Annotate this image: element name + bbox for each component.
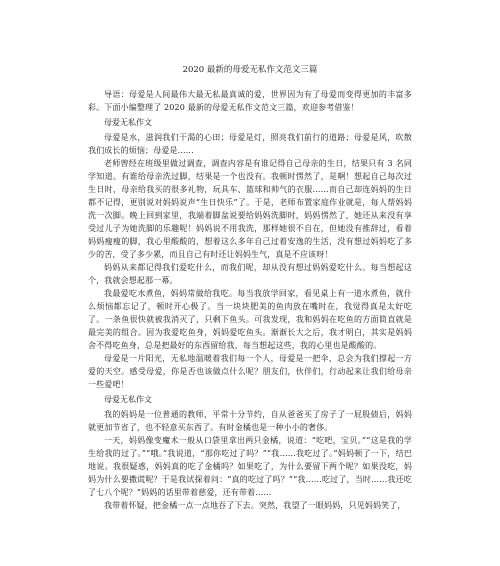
document-title: 2020 最新的母爱无私作文范文三篇 (182, 65, 318, 75)
essay-paragraph: 我最爱吃水煮鱼，妈妈常做给我吃。每当我放学回家，看见桌上有一道水煮鱼，就什么烦恼都忘记了，顿时开心极了。当一块块肥美的鱼肉放在嘴时在，我觉得真是太好吃了。一条鱼很快就被我消灭了，只剩下鱼头。可我发现，我和妈妈在吃鱼的方面简直就是最完美的组合。因为我爱吃鱼身，妈妈爱吃鱼头。渐渐长大之后，我才明白，其实是妈妈舍不得吃鱼身，总是把最好的东西留给我，每当想起这些，我的心里也是酸酸的。 (88, 289, 412, 350)
essay-heading: 母爱无私作文 (104, 118, 152, 127)
essay-heading: 母爱无私作文 (104, 395, 152, 404)
essay-paragraph: 我带着怀疑，把金橘一点一点地吞了下去。突然，我望了一眼妈妈，只见妈妈笑了， (104, 501, 406, 510)
intro-paragraph: 导语：母爱是人间最伟大最无私最真诚的爱，世界因为有了母爱而变得更加的丰富多彩。下面小编整理了 2020 最新的母爱无私作文范文三篇，欢迎参考借鉴！ (88, 90, 412, 112)
essay-paragraph: 母爱是一片阳光，无私地温暖着我们每一个人，母爱是一把伞，总会为我们撑起一方爱的天空。感受母爱，你是否也该做点什么呢？朋友们，伙伴们，行动起来让我们给母亲一些爱吧！ (88, 354, 412, 389)
essay-paragraph: 妈妈从来都记得我们爱吃什么，而我们呢，却从没有想过妈妈爱吃什么。每当想起这个，我就会想起那一幕。 (88, 263, 412, 285)
essay-paragraph: 母爱是水，滋润我们干渴的心田；母爱是灯，照亮我们前行的道路；母爱是风，吹散我们成长的烦恼；母爱是...... (88, 133, 412, 155)
essay-paragraph: 一天，妈妈像变魔术一般从口袋里拿出两只金橘，说道：“吃吧，宝贝。”“这是我的学生给我的过了。”“哦。”我说道，“那你吃过了吗？”“我……我吃过了。”妈妈顿了一下，结巴地说。我很疑惑，妈妈真的吃了金橘吗？如果吃了，为什么要留下两个呢？如果没吃，妈妈为什么要撒谎呢？于是我试探着问：“真的吃过了吗？”“我……吃过了，当时……我还吃了七八个呢？”妈妈的话里带着慈爱，还有带着…… (88, 436, 412, 497)
essay-paragraph: 老师曾经在班级里做过调查，调查内容是有谁记得自己母亲的生日，结果只有 3 名同学知道。有谁给母亲洗过脚，结果是一个也没有。我顿时愣然了，是啊！想起自己每次过生日时，母亲给我买的很多礼物，玩具车、篮球和帅气的衣服……而自己却连妈妈的生日都不记得，更别说对妈妈说声“生日快乐”了。于是，老师布置家庭作业就是，每人帮妈妈洗一次脚。晚上回到家里，我端着脚盆说要给妈妈洗脚时，妈妈愣然了，她还从来没有享受过儿子为她洗脚的乐趣呢！妈妈说不用我洗，那样她很不自在，但她没有推辞过，看着妈妈瘦瘦的脚，我心里酸酸的，想着这么多年自己过着安逸的生活，没有想过妈妈吃了多少的苦，受了多少累，而且自己有时还让妈妈生气，真是不应该呀！ (88, 159, 412, 259)
essay-1 (88, 116, 412, 391)
essay-2 (88, 393, 412, 512)
essay-paragraph: 我的妈妈是一位普通的教师，平常十分节约，自从爸爸买了房子了一屁股债后，妈妈就更加节省了，也不轻意买东西了。有时金橘也是一种小小的奢侈。 (88, 410, 412, 432)
